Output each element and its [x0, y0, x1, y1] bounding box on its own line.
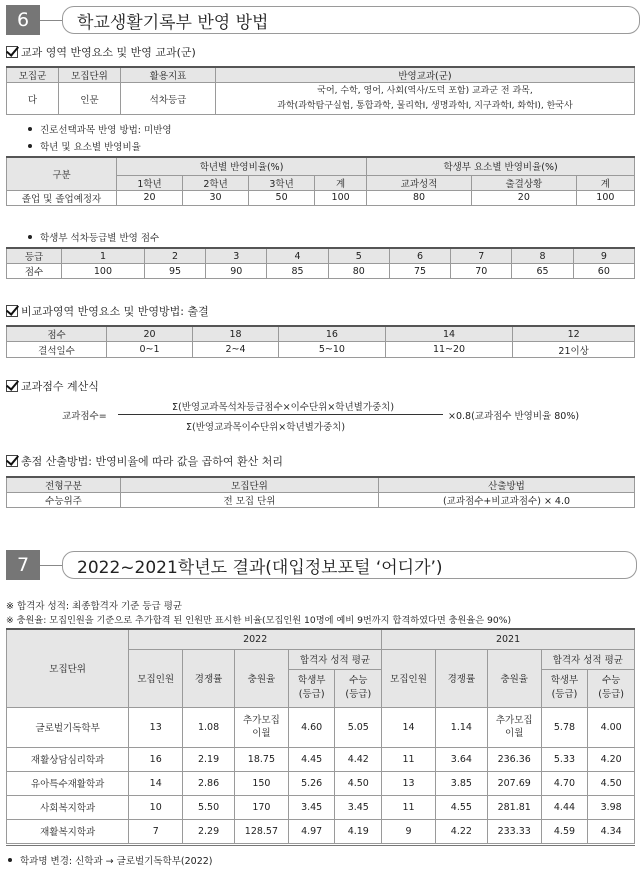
table-header: 점수: [7, 326, 107, 342]
subheading-text: 교과점수 계산식: [21, 380, 99, 393]
table-header: 수능 (등급): [335, 669, 382, 707]
table-cell: 3.85: [435, 771, 487, 795]
table-header: 충원율: [234, 649, 288, 707]
table-header: 6: [389, 248, 450, 264]
table-cell: 추가모집 이월: [487, 707, 541, 747]
table-cell: 4.60: [288, 707, 335, 747]
total-method-table: [6, 476, 635, 508]
table-header: 16: [279, 326, 386, 342]
table-cell: 결석일수: [7, 342, 107, 358]
table-cell: 4.55: [435, 795, 487, 819]
table-cell: 80: [328, 264, 389, 279]
table-cell: 4.00: [588, 707, 635, 747]
table-cell: 9: [382, 819, 436, 843]
table-header: 활용지표: [121, 67, 216, 83]
table-cell: 1.14: [435, 707, 487, 747]
table-cell: 128.57: [234, 819, 288, 843]
table-cell: [216, 83, 635, 115]
ratio-table: [6, 156, 635, 206]
table-cell: 4.45: [288, 747, 335, 771]
table-header: 20: [107, 326, 193, 342]
table-header: 계: [315, 175, 367, 190]
table-cell: 추가모집 이월: [234, 707, 288, 747]
table-cell: 4.50: [588, 771, 635, 795]
table-header: 등급: [7, 248, 62, 264]
grade-score-table: [6, 247, 635, 279]
table-cell: 2.86: [183, 771, 235, 795]
table-cell: (교과점수+비교과점수) × 4.0: [379, 493, 635, 508]
section6-header: [6, 5, 640, 35]
table-cell: 5.33: [541, 747, 588, 771]
table-header: 모집군: [7, 67, 59, 83]
table-cell: 다: [7, 83, 59, 115]
table-cell: 13: [382, 771, 436, 795]
table-cell: 재활복지학과: [7, 819, 129, 843]
footnote: [8, 853, 213, 867]
table-cell: 95: [144, 264, 205, 279]
table-cell: 90: [206, 264, 267, 279]
table-cell: 0~1: [107, 342, 193, 358]
table-cell: 20: [117, 190, 183, 205]
table-header: 충원율: [487, 649, 541, 707]
table-header: 학생부 (등급): [288, 669, 335, 707]
checkbox-icon: [6, 305, 18, 317]
table-header: 1: [62, 248, 145, 264]
table-cell: 85: [267, 264, 328, 279]
table-header: 2학년: [183, 175, 249, 190]
table-cell: 3.45: [288, 795, 335, 819]
table-cell: 점수: [7, 264, 62, 279]
divider: [40, 20, 62, 21]
table-cell: 4.20: [588, 747, 635, 771]
year-2021-header: 2021: [382, 629, 635, 649]
subheading-text: 총점 산출방법: 반영비율에 따라 값을 곱하여 환산 처리: [21, 455, 283, 468]
table-cell: 14: [129, 771, 183, 795]
table-header: 전형구분: [7, 477, 121, 493]
table-cell: 70: [451, 264, 512, 279]
table-cell: 석차등급: [121, 83, 216, 115]
table-cell: 수능위주: [7, 493, 121, 508]
table-cell: 75: [389, 264, 450, 279]
formula-rhs: ×0.8(교과점수 반영비율 80%): [448, 411, 580, 422]
table-cell: 4.50: [335, 771, 382, 795]
table-cell: 2~4: [193, 342, 279, 358]
note-score: ※ 합격자 성적: 최종합격자 기준 등급 평균: [6, 601, 183, 612]
table-cell: 3.98: [588, 795, 635, 819]
table-cell: 11~20: [385, 342, 512, 358]
table-header: 4: [267, 248, 328, 264]
table-header: 수능 (등급): [588, 669, 635, 707]
divider: [40, 565, 62, 566]
footnote-divider: [6, 845, 635, 846]
table-header: 7: [451, 248, 512, 264]
table-cell: 4.70: [541, 771, 588, 795]
table-cell: 3.64: [435, 747, 487, 771]
table-header: 학년별 반영비율(%): [117, 157, 367, 175]
table-header: 학생부 요소별 반영비율(%): [367, 157, 635, 175]
table-cell: 글로벌기독학부: [7, 707, 129, 747]
table-header: 출결상황: [471, 175, 576, 190]
table-header: 9: [573, 248, 634, 264]
table-header: 5: [328, 248, 389, 264]
table-header: 8: [512, 248, 573, 264]
table-cell: 5.50: [183, 795, 235, 819]
subject-table: [6, 66, 635, 115]
table-header: 2: [144, 248, 205, 264]
table-header: 14: [385, 326, 512, 342]
subheading-subject-area: [6, 44, 196, 60]
subheading-text: 교과 영역 반영요소 및 반영 교과(군): [21, 46, 196, 59]
bullet-item: [28, 122, 172, 136]
table-header: 반영교과(군): [216, 67, 635, 83]
formula-denominator: Σ(반영교과목이수단위×학년별가중치): [186, 422, 346, 433]
table-cell: 5~10: [279, 342, 386, 358]
table-header: 경쟁률: [183, 649, 235, 707]
formula-lhs: 교과점수=: [62, 411, 107, 422]
table-header: 산출방법: [379, 477, 635, 493]
table-cell: 170: [234, 795, 288, 819]
table-row: [7, 747, 635, 771]
footnote-text: 학과명 변경: 신학과 → 글로벌기독학부(2022): [20, 856, 213, 867]
section7-title: 2022~2021학년도 결과(대입정보포털 ‘어디가’): [62, 551, 637, 579]
results-table: [6, 628, 635, 844]
subheading-total: [6, 453, 283, 469]
year-2022-header: 2022: [129, 629, 382, 649]
checkbox-icon: [6, 380, 18, 392]
table-cell: 281.81: [487, 795, 541, 819]
table-cell: 30: [183, 190, 249, 205]
table-cell: 5.26: [288, 771, 335, 795]
table-cell: 50: [249, 190, 315, 205]
table-row: [7, 771, 635, 795]
table-header: 합격자 성적 평균: [541, 649, 634, 669]
table-cell: 100: [576, 190, 634, 205]
subheading-formula: [6, 378, 99, 394]
bullet-text: 진로선택과목 반영 방법: 미반영: [40, 125, 172, 136]
table-cell: 11: [382, 795, 436, 819]
table-cell: 65: [512, 264, 573, 279]
table-header: 경쟁률: [435, 649, 487, 707]
subjects-line2: 과학(과학탐구실험, 통합과학, 물리학Ⅰ, 생명과학Ⅰ, 지구과학Ⅰ, 화학Ⅰ), 한국사: [277, 100, 573, 111]
table-cell: 20: [471, 190, 576, 205]
table-cell: 3.45: [335, 795, 382, 819]
table-cell: 60: [573, 264, 634, 279]
table-cell: 4.97: [288, 819, 335, 843]
table-row: [7, 707, 635, 747]
table-cell: 7: [129, 819, 183, 843]
table-cell: 11: [382, 747, 436, 771]
table-row: [7, 795, 635, 819]
table-cell: 4.42: [335, 747, 382, 771]
table-header: 모집인원: [129, 649, 183, 707]
table-header: 12: [513, 326, 635, 342]
table-header: 구분: [7, 157, 117, 190]
bullet-item: [28, 230, 159, 244]
table-header: 모집단위: [59, 67, 121, 83]
table-cell: 2.29: [183, 819, 235, 843]
table-cell: 4.59: [541, 819, 588, 843]
table-cell: 233.33: [487, 819, 541, 843]
checkbox-icon: [6, 46, 18, 58]
table-cell: 13: [129, 707, 183, 747]
table-header: 모집단위: [7, 629, 129, 707]
table-cell: 1.08: [183, 707, 235, 747]
table-cell: 80: [367, 190, 472, 205]
section6-title: 학교생활기록부 반영 방법: [62, 6, 640, 34]
table-cell: 236.36: [487, 747, 541, 771]
table-cell: 5.05: [335, 707, 382, 747]
subjects-line1: 국어, 수학, 영어, 사회(역사/도덕 포함) 교과군 전 과목,: [317, 85, 533, 96]
table-header: 모집단위: [121, 477, 379, 493]
formula-numerator: Σ(반영교과목석차등급점수×이수단위×학년별가중치): [172, 402, 395, 413]
table-cell: 2.19: [183, 747, 235, 771]
table-header: 교과성적: [367, 175, 472, 190]
subheading-text: 비교과영역 반영요소 및 반영방법: 출결: [21, 305, 209, 318]
table-header: 1학년: [117, 175, 183, 190]
table-cell: 100: [62, 264, 145, 279]
table-header: 계: [576, 175, 634, 190]
table-cell: 14: [382, 707, 436, 747]
table-cell: 5.78: [541, 707, 588, 747]
table-cell: 16: [129, 747, 183, 771]
table-cell: 재활상담심리학과: [7, 747, 129, 771]
section6-number: 6: [6, 5, 40, 35]
section7-header: [6, 550, 637, 580]
table-row: [7, 819, 635, 843]
table-cell: 100: [315, 190, 367, 205]
table-cell: 사회복지학과: [7, 795, 129, 819]
table-cell: 21이상: [513, 342, 635, 358]
note-fill-rate: ※ 충원율: 모집인원을 기준으로 추가합격 된 인원만 표시한 비율(모집인원 10명에 예비 9번까지 합격하였다면 충원율은 90%): [6, 615, 512, 626]
bullet-text: 학생부 석차등급별 반영 점수: [40, 233, 160, 244]
table-cell: 졸업 및 졸업예정자: [7, 190, 117, 205]
table-cell: 10: [129, 795, 183, 819]
table-cell: 207.69: [487, 771, 541, 795]
table-cell: 전 모집 단위: [121, 493, 379, 508]
table-cell: 150: [234, 771, 288, 795]
table-cell: 4.34: [588, 819, 635, 843]
bullet-text: 학년 및 요소별 반영비율: [40, 142, 141, 153]
table-cell: 인문: [59, 83, 121, 115]
checkbox-icon: [6, 455, 18, 467]
table-cell: 4.44: [541, 795, 588, 819]
table-cell: 유아특수재활학과: [7, 771, 129, 795]
table-cell: 4.19: [335, 819, 382, 843]
table-header: 18: [193, 326, 279, 342]
bullet-item: [28, 139, 141, 153]
table-header: 3학년: [249, 175, 315, 190]
table-header: 합격자 성적 평균: [288, 649, 381, 669]
fraction-bar: [118, 414, 443, 415]
table-header: 학생부 (등급): [541, 669, 588, 707]
table-header: 모집인원: [382, 649, 436, 707]
table-cell: 4.22: [435, 819, 487, 843]
attendance-table: [6, 325, 635, 358]
subheading-non-subject: [6, 303, 209, 319]
section7-number: 7: [6, 550, 40, 580]
table-cell: 18.75: [234, 747, 288, 771]
table-header: 3: [206, 248, 267, 264]
